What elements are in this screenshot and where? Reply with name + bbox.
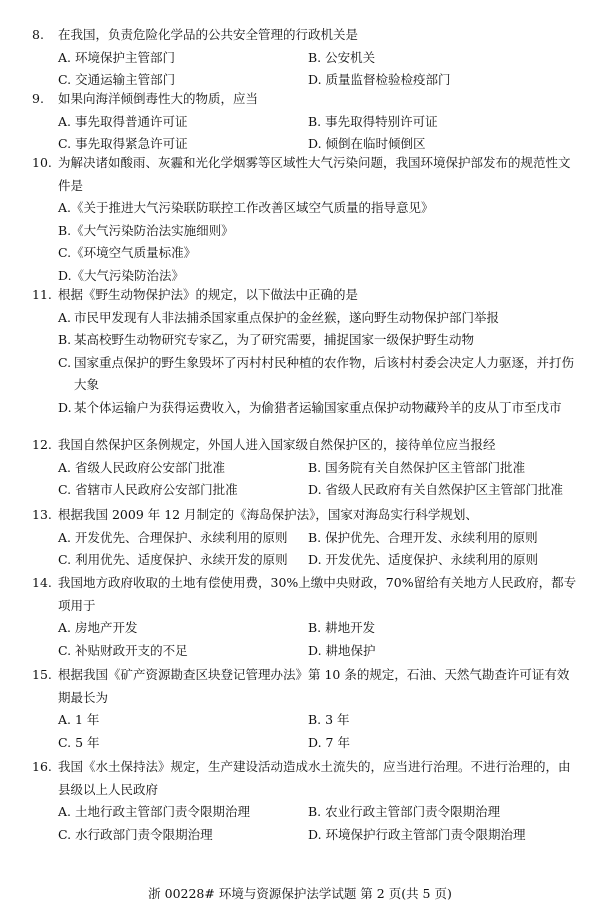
question-stem: 为解决诸如酸雨、灰霾和光化学烟雾等区域性大气污染问题，我国环境保护部发布的规范性文件是 [58,155,571,193]
option-c: C. 交通运输主管部门 [58,72,176,87]
option-d: D. 倾倒在临时倾倒区 [308,136,426,151]
question-number: 15. [32,667,52,682]
option-text: 某个体运输户为获得运费收入，为偷猎者运输国家重点保护动物藏羚羊的皮从丁市至戊市 [74,399,562,415]
option-c: C. 省辖市人民政府公安部门批准 [58,482,238,497]
option-a [32,307,577,330]
option-d: D. 质量监督检验检疫部门 [308,72,451,87]
option-d: D. 开发优先、适度保护、永续利用的原则 [308,552,539,567]
option-a: A. 环境保护主管部门 [58,49,175,65]
question-stem: 在我国，负责危险化学品的公共安全管理的行政机关是 [58,27,359,42]
option-d [32,397,577,420]
question-stem: 根据我国《矿产资源勘查区块登记管理办法》第 10 条的规定，石油、天然气勘查许可证有效期最长为 [58,667,570,705]
option-a: A.《关于推进大气污染联防联控工作改善区域空气质量的指导意见》 [58,200,434,215]
option-c: C.《环境空气质量标准》 [58,245,197,260]
option-a: A. 房地产开发 [58,620,138,635]
option-c: C. 利用优先、适度保护、永续开发的原则 [58,552,288,567]
option-letter: D. [58,399,72,415]
option-text: 国家重点保护的野生象毁坏了丙村村民种植的农作物，后该村村委会决定人力驱逐，并打伤大象 [74,354,575,392]
option-b: B. 事先取得特别许可证 [308,113,438,129]
option-letter: B. [58,332,72,347]
question-13 [32,504,577,572]
option-d: D. 耕地保护 [308,642,376,658]
question-14 [32,572,577,662]
option-d: D.《大气污染防治法》 [58,267,185,283]
question-stem: 我国地方政府收取的土地有偿使用费，30%上缴中央财政，70%留给有关地方人民政府，都专项用于 [58,575,577,613]
option-d: D. 省级人民政府有关自然保护区主管部门批准 [308,482,564,497]
question-stem: 如果向海洋倾倒毒性大的物质，应当 [58,91,259,106]
question-stem: 根据《野生动物保护法》的规定，以下做法中正确的是 [58,287,359,302]
question-number: 9. [32,91,44,106]
question-12 [32,434,577,502]
question-number: 11. [32,287,52,302]
option-b: B. 国务院有关自然保护区主管部门批准 [308,459,526,475]
option-letter: C. [58,354,72,370]
question-10 [32,152,577,287]
question-number: 12. [32,437,52,452]
question-number: 10. [32,155,52,170]
option-text: 市民甲发现有人非法捕杀国家重点保护的金丝猴，遂向野生动物保护部门举报 [74,309,500,325]
option-letter: A. [58,309,72,325]
question-number: 13. [32,507,52,522]
option-b [32,329,577,352]
option-c [32,352,577,397]
option-a: A. 省级人民政府公安部门批准 [58,459,225,475]
option-b: B. 公安机关 [308,49,376,65]
option-b: B.《大气污染防治法实施细则》 [58,222,234,238]
option-b: B. 耕地开发 [308,620,376,635]
question-number: 16. [32,759,52,774]
option-b: B. 农业行政主管部门责令限期治理 [308,804,501,819]
question-9 [32,88,577,156]
option-c: C. 水行政部门责令限期治理 [58,826,213,842]
question-number: 14. [32,575,52,590]
option-b: B. 3 年 [308,712,350,727]
question-number: 8. [32,27,44,42]
option-b: B. 保护优先、合理开发、永续利用的原则 [308,529,538,545]
question-16 [32,756,577,846]
question-15 [32,664,577,754]
option-a: A. 事先取得普通许可证 [58,113,188,129]
page-footer: 浙 00228# 环境与资源保护法学试题 第 2 页(共 5 页) [148,886,452,901]
option-c: C. 补贴财政开支的不足 [58,642,188,658]
option-text: 某高校野生动物研究专家乙，为了研究需要，捕捉国家一级保护野生动物 [74,332,475,347]
option-a: A. 土地行政主管部门责令限期治理 [58,804,250,819]
question-stem: 我国《水土保持法》规定，生产建设活动造成水土流失的，应当进行治理。不进行治理的，由县级以上人民政府 [58,759,571,797]
option-c: C. 5 年 [58,734,100,750]
option-d: D. 7 年 [308,734,350,750]
option-a: A. 1 年 [58,712,100,727]
question-stem: 我国自然保护区条例规定，外国人进入国家级自然保护区的，接待单位应当报经 [58,437,496,452]
question-11 [32,284,577,419]
question-stem: 根据我国 2009 年 12 月制定的《海岛保护法》，国家对海岛实行科学规划、 [58,507,478,522]
option-c: C. 事先取得紧急许可证 [58,136,188,151]
option-d: D. 环境保护行政主管部门责令限期治理 [308,826,526,842]
option-a: A. 开发优先、合理保护、永续利用的原则 [58,529,288,545]
question-8 [32,24,577,92]
